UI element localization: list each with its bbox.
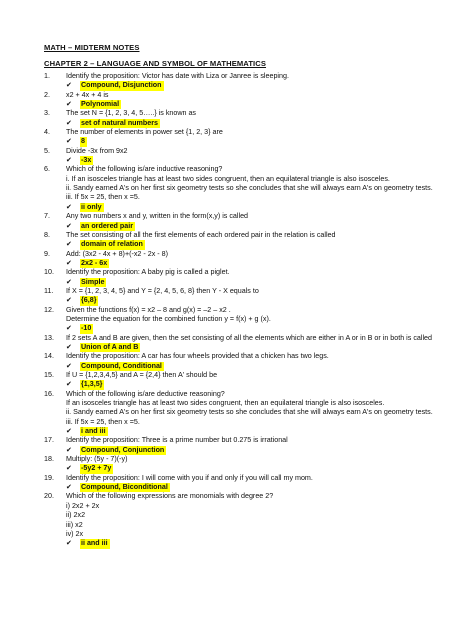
question-line: Identify the proposition: Three is a prime number but 0.275 is irrational [66,436,288,445]
check-icon: ✔ [66,241,72,249]
check-icon: ✔ [66,381,72,389]
question-number: 3. [44,109,50,118]
highlighted-answer: Compound, Biconditional [81,483,168,492]
question-line: ii. Sandy earned A's on her first six geometry tests so she concludes that she will always earn A's on geometry tests. [66,184,433,193]
question-number: 14. [44,352,54,361]
question-item [44,436,444,455]
question-line: If an isosceles triangle has at least two sides congruent, then an equilateral triangle is also isosceles. [66,399,385,408]
question-line: Any two numbers x and y, written in the form(x,y) is called [66,212,249,221]
chapter-heading: CHAPTER 2 – LANGUAGE AND SYMBOL OF MATHEMATICS [44,59,267,68]
question-line: Identify the proposition: Victor has date with Liza or Janree is sleeping. [66,72,289,80]
question-line: Which of the following is/are deductive reasoning? [66,389,225,398]
question-line: i. If an isosceles triangle has at least two sides congruent, then an equilateral triangle is also isosceles. [66,174,390,183]
highlighted-answer: 8 [81,137,85,146]
check-icon: ✔ [66,101,72,109]
question-line: The number of elements in power set {1, 2, 3} are [66,128,223,137]
question-number: 1. [44,72,50,80]
question-text [66,147,444,156]
question-text [66,268,444,277]
question-text [66,390,444,427]
question-number: 4. [44,128,50,137]
question-number: 15. [44,371,54,379]
answer-row [44,240,444,249]
question-number: 19. [44,473,54,482]
answer-row [44,203,444,212]
check-icon: ✔ [66,465,72,473]
answer-row [44,296,444,305]
question-line: The set N = {1, 2, 3, 4, 5…..} is known as [66,109,196,118]
question-line: Identify the proposition: A car has four wheels provided that a chicken has two legs. [66,352,329,361]
check-icon: ✔ [66,325,72,333]
answer-row [44,137,444,146]
question-text [66,212,444,221]
answer-row [44,81,444,90]
question-line: Given the functions f(x) = x2 – 8 and g(x) = –2 – x2 . [66,305,231,314]
question-text [66,91,444,100]
answer-row [44,278,444,287]
question-item [44,72,444,91]
question-number: 16. [44,389,54,398]
question-line: If 2 sets A and B are given, then the set consisting of all the elements which are either in A or in B or in both is called [66,333,432,342]
check-icon: ✔ [66,446,72,454]
question-line: Identify the proposition: A baby pig is called a piglet. [66,268,230,277]
answer-row [44,380,444,389]
answer-row [44,539,444,548]
question-text [66,371,444,380]
question-line: Determine the equation for the combined function y = f(x) + g (x). [66,314,271,323]
question-text [66,474,444,483]
answer-row [44,427,444,436]
question-line: x2 + 4x + 4 is [66,90,109,99]
question-line: Identify the proposition: I will come with you if and only if you will call my mom. [66,473,313,482]
question-text [66,492,444,501]
question-item [44,212,444,231]
question-number: 10. [44,268,54,277]
question-text [66,436,444,445]
answer-option: i) 2x2 + 2x [66,501,100,510]
question-number: 20. [44,492,54,501]
question-number: 6. [44,165,50,174]
check-icon: ✔ [66,540,72,548]
check-icon: ✔ [66,297,72,305]
answer-row [44,324,444,333]
question-list [44,72,444,549]
question-text [66,306,444,325]
question-text [66,231,444,240]
highlighted-answer: 2x2 - 6x [81,258,108,267]
highlighted-answer: ii and iii [81,539,108,548]
question-line: ii. Sandy earned A's on her first six geometry tests so she concludes that she will always earn A's on geometry tests. [66,408,433,417]
highlighted-answer: Union of A and B [81,342,139,351]
answer-row [44,483,444,492]
question-number: 8. [44,230,50,239]
check-icon: ✔ [66,259,72,267]
question-line: Which of the following is/are inductive reasoning? [66,165,223,174]
document-title: MATH – MIDTERM NOTES [44,43,140,52]
answer-row [44,464,444,473]
question-item [44,352,444,371]
answer-row [44,156,444,165]
highlighted-answer: Compound, Conditional [81,361,162,370]
highlighted-answer: an ordered pair [81,221,133,230]
question-text [66,334,444,343]
question-text [66,287,444,296]
answer-row [44,119,444,128]
question-item [44,109,444,128]
answer-option: iv) 2x [66,529,84,538]
check-icon: ✔ [66,157,72,165]
highlighted-answer: domain of relation [81,240,143,249]
question-text [66,72,444,81]
highlighted-answer: set of natural numbers [81,118,158,127]
question-line: iii. If 5x = 25, then x =5. [66,417,140,426]
question-item [44,128,444,147]
highlighted-answer: ii only [81,202,102,211]
answer-row [44,362,444,371]
question-item [44,231,444,250]
highlighted-answer: -3x [81,156,92,165]
question-item [44,147,444,166]
question-line: iii. If 5x = 25, then x =5. [66,193,140,202]
question-number: 12. [44,305,54,314]
highlighted-answer: Polynomial [81,100,120,109]
question-item [44,492,444,548]
question-item [44,165,444,212]
check-icon: ✔ [66,222,72,230]
check-icon: ✔ [66,119,72,127]
question-item [44,268,444,287]
highlighted-answer: -5y2 + 7y [81,464,112,473]
question-line: Add: (3x2 - 4x + 8)+(-x2 - 2x - 8) [66,249,168,258]
question-line: Multiply: (5y - 7)(-y) [66,455,128,464]
question-item [44,390,444,437]
answer-row [44,259,444,268]
check-icon: ✔ [66,428,72,436]
question-item [44,334,444,353]
question-item [44,250,444,269]
answer-row [44,222,444,231]
check-icon: ✔ [66,484,72,492]
highlighted-answer: {6,8} [81,296,97,305]
question-item [44,287,444,306]
check-icon: ✔ [66,82,72,90]
question-line: The set consisting of all the first elements of each ordered pair in the relation is called [66,230,336,239]
question-line: Divide -3x from 9x2 [66,146,128,155]
check-icon: ✔ [66,138,72,146]
question-number: 18. [44,455,54,464]
highlighted-answer: -10 [81,324,92,333]
question-item [44,474,444,493]
highlighted-answer: i and iii [81,427,106,436]
answer-row [44,100,444,109]
question-text [66,455,444,464]
question-item [44,91,444,110]
highlighted-answer: {1,3,5} [81,380,103,389]
check-icon: ✔ [66,203,72,211]
check-icon: ✔ [66,343,72,351]
answer-row [44,343,444,352]
question-line: If U = {1,2,3,4,5} and A = {2,4} then A' should be [66,371,218,379]
question-text [66,128,444,137]
question-item [44,455,444,474]
question-number: 17. [44,436,54,445]
question-number: 13. [44,333,54,342]
highlighted-answer: Compound, Disjunction [81,81,162,90]
answer-option: iii) x2 [66,520,83,529]
answer-row [44,446,444,455]
question-item [44,371,444,390]
question-number: 2. [44,90,50,99]
question-text [66,165,444,202]
answer-option: ii) 2x2 [66,511,86,520]
question-number: 9. [44,249,50,258]
question-number: 7. [44,212,50,221]
check-icon: ✔ [66,362,72,370]
question-text [66,250,444,259]
highlighted-answer: Simple [81,277,105,286]
question-number: 5. [44,146,50,155]
question-item [44,306,444,334]
question-text [66,109,444,118]
question-line: If X = {1, 2, 3, 4, 5} and Y = {2, 4, 5, 6, 8} then Y - X equals to [66,286,259,295]
check-icon: ✔ [66,278,72,286]
question-text [66,352,444,361]
highlighted-answer: Compound, Conjunction [81,445,165,454]
question-number: 11. [44,286,54,295]
question-line: Which of the following expressions are monomials with degree 2? [66,492,274,501]
